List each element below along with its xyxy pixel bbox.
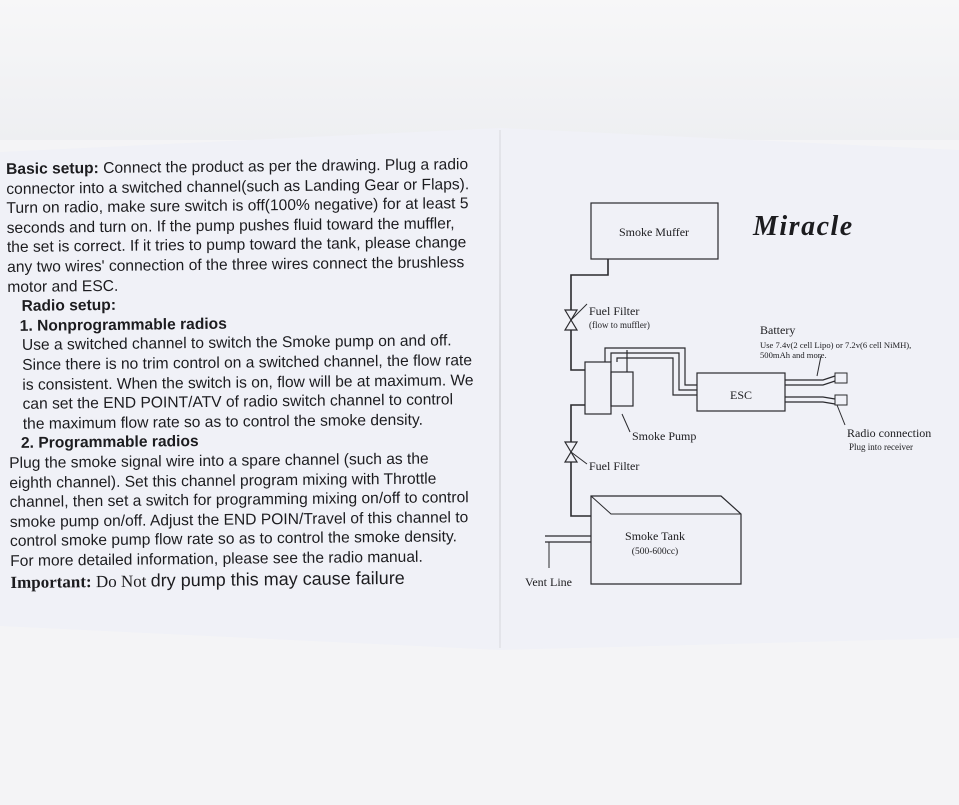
fuel-filter-top-shape (565, 310, 577, 320)
wiring-diagram (505, 180, 959, 600)
fuel-filter-top-shape-b (565, 320, 577, 330)
important-label: Important: (10, 572, 92, 593)
important-do-not: Do Not (91, 571, 151, 592)
battery-spec-line-1: Use 7.4v(2 cell Lipo) or 7.2v(6 cell NiMH), (760, 340, 912, 350)
important-text: dry pump this may cause failure (150, 568, 405, 591)
smoke-tank-capacity: (500-600cc) (631, 547, 679, 557)
fuel-filter-top-label: Fuel Filter (589, 304, 640, 318)
basic-setup-label: Basic setup: (6, 160, 99, 178)
vent-line-label: Vent Line (525, 575, 572, 589)
background-above-sheet (0, 0, 959, 140)
basic-setup-text: Connect the product as per the drawing. Plug a radio connector into a switched channel(such as Landing Gear or Flaps). Turn on radio, make sure switch is off(100% negative) for at least 5 seconds and turn on. If the pump pushes fluid toward the muffler, the set is correct. If it tries to pump toward the tank, please change any two wires' connection of the three wires connect the brushless motor and ESC. (6, 156, 470, 296)
fuel-line-to-pump (571, 330, 585, 370)
basic-setup-paragraph (6, 155, 473, 297)
fuel-filter-top-leader (571, 304, 587, 320)
smoke-tank-edge (591, 496, 741, 514)
radio-leads (785, 397, 835, 404)
fuel-filter-bottom-label: Fuel Filter (589, 459, 640, 473)
smoke-tank-label: Smoke Tank (625, 529, 685, 543)
brand-logo: Miracle (753, 211, 854, 242)
battery-leads (785, 376, 835, 385)
radio-connector (835, 395, 847, 405)
radio-setup-label: Radio setup: (21, 297, 117, 316)
fuel-filter-bottom-shape-b (565, 452, 577, 462)
smoke-pump-leader (622, 414, 630, 432)
fuel-filter-bottom-shape (565, 442, 577, 452)
radio-leader (837, 405, 845, 425)
fuel-filter-top-sub: (flow to muffler) (589, 320, 650, 330)
programmable-paragraph: Plug the smoke signal wire into a spare channel (such as the eighth channel). Set this channel program mixing with Throttle channel, then set a switch for programming mixing on/off to control smoke pump on/off. Adjust the END POIN/Travel of this channel to control smoke pump flow rate so as to control the smoke density. For more detailed information, please see the radio manual. (9, 450, 469, 570)
programmable-heading: 2. Programmable radios (20, 433, 199, 453)
battery-connector (835, 373, 847, 383)
radio-connection-sub: Plug into receiver (849, 442, 913, 452)
battery-spec-line-2: 500mAh and more. (760, 350, 827, 360)
smoke-pump-motor (611, 372, 633, 406)
fuel-line-muffler (571, 259, 608, 310)
vent-line (545, 536, 591, 542)
esc-label: ESC (729, 388, 753, 402)
nonprogrammable-paragraph: Use a switched channel to switch the Smoke pump on and off. Since there is no trim control on a switched channel, the flow rate is consistent. When the switch is on, flow will be at maximum. We can set the END POINT/ATV of radio switch channel to control the maximum flow rate so as to control the smoke density. (21, 332, 474, 433)
nonprogrammable-heading: 1. Nonprogrammable radios (19, 315, 227, 335)
radio-connection-label: Radio connection (847, 426, 932, 440)
sheet-fold-line (499, 130, 501, 648)
fuel-line-to-tank (571, 462, 591, 516)
battery-label: Battery (760, 323, 796, 337)
smoke-muffler-label: Smoke Muffer (618, 225, 690, 239)
fuel-line-pump-out (571, 405, 585, 442)
instructions-text (6, 155, 477, 594)
smoke-pump-body (585, 362, 611, 414)
smoke-pump-label: Smoke Pump (632, 429, 697, 443)
